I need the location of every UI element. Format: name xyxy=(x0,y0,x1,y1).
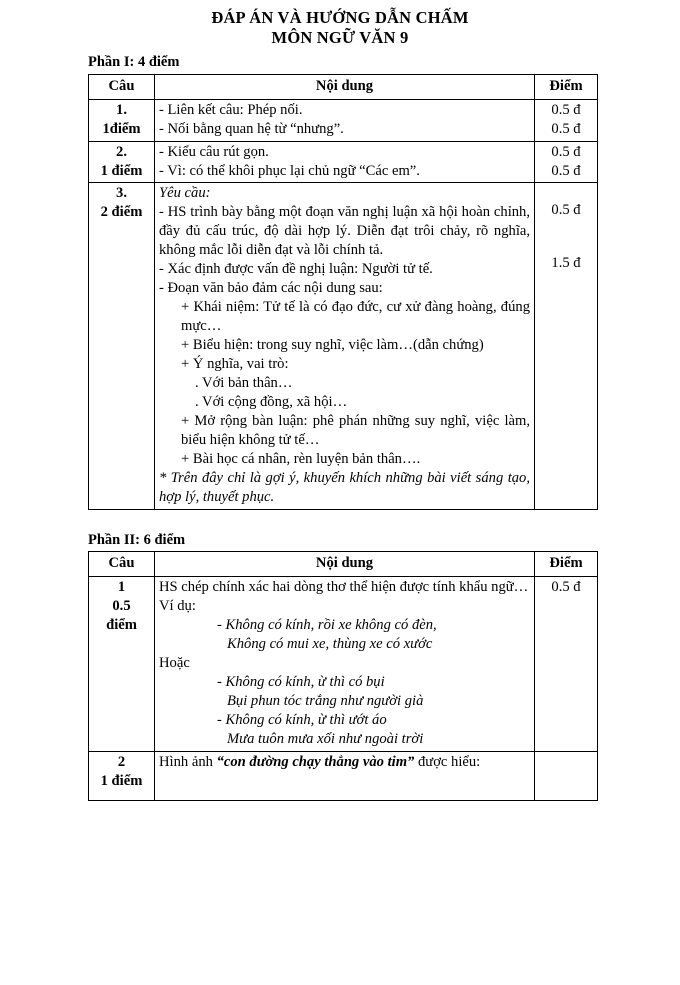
column-header-cau: Câu xyxy=(89,74,155,99)
cau-points: 2 điểm xyxy=(100,204,143,221)
column-header-noi-dung: Nội dung xyxy=(155,552,535,577)
content-line: - Vì: có thể khôi phục lại chủ ngữ “Các em”. xyxy=(159,162,420,179)
diem-spacer xyxy=(539,220,593,254)
content-prefix: Hình ảnh xyxy=(159,754,217,771)
cell-noi-dung xyxy=(155,99,535,141)
cau-points: 1 điểm xyxy=(100,773,143,789)
content-alternative-label: Hoặc xyxy=(159,655,190,672)
poem-line: Bụi phun tóc trắng như người già xyxy=(227,693,424,710)
cau-number: 1 xyxy=(117,579,126,596)
cell-cau xyxy=(89,141,155,183)
title-line-2: MÔN NGỮ VĂN 9 xyxy=(271,28,409,48)
cau-number: 2. xyxy=(116,143,127,160)
content-suffix: được hiểu: xyxy=(414,754,481,771)
document-title xyxy=(0,8,680,48)
cau-number: 3. xyxy=(116,185,127,202)
content-example-label: Ví dụ: xyxy=(159,598,196,615)
cell-noi-dung xyxy=(155,183,535,509)
table-row xyxy=(89,752,598,801)
content-bullet: + Biểu hiện: trong suy nghĩ, việc làm…(dẫn chứng) xyxy=(181,337,484,354)
content-paragraph: - Đoạn văn bảo đảm các nội dung sau: xyxy=(159,280,383,297)
cell-diem xyxy=(535,141,598,183)
cau-number: 2 xyxy=(117,754,126,771)
table-header-row xyxy=(89,74,598,99)
cell-diem xyxy=(535,99,598,141)
content-paragraph: - HS trình bày bằng một đoạn văn nghị luận xã hội hoàn chỉnh, đầy đủ cấu trúc, độ dài hợp lý. Diễn đạt trôi chảy, rõ nghĩa, không mắc lỗi diễn đạt và lỗi chính tả. xyxy=(159,204,530,259)
cell-noi-dung xyxy=(155,752,535,801)
diem-value: 0.5 đ xyxy=(551,579,581,596)
section-heading-part-1: Phần I: 4 điểm xyxy=(88,54,180,71)
table-row xyxy=(89,99,598,141)
cau-points: 1điểm xyxy=(102,120,141,137)
poem-line: - Không có kính, rồi xe không có đèn, xyxy=(217,617,437,634)
column-header-cau: Câu xyxy=(89,552,155,577)
diem-value: 0.5 đ xyxy=(551,143,581,160)
grading-table-part-1 xyxy=(88,74,598,510)
content-quote: “con đường chạy thẳng vào tim” xyxy=(216,754,415,771)
content-line: - Nối bằng quan hệ từ “nhưng”. xyxy=(159,120,344,137)
poem-line: - Không có kính, ừ thì có bụi xyxy=(217,674,385,691)
cell-cau xyxy=(89,183,155,509)
content-requirement-label: Yêu cầu: xyxy=(159,185,211,202)
column-header-diem: Điểm xyxy=(535,74,598,99)
content-subbullet: . Với bản thân… xyxy=(195,375,293,392)
section-heading-part-2: Phần II: 6 điểm xyxy=(88,531,186,548)
cell-noi-dung xyxy=(155,141,535,183)
poem-line: Không có mui xe, thùng xe có xước xyxy=(227,636,433,653)
cell-cau xyxy=(89,99,155,141)
cau-points-value: 0.5 xyxy=(112,598,131,615)
table-row xyxy=(89,141,598,183)
diem-value: 1.5 đ xyxy=(551,255,581,272)
diem-value: 0.5 đ xyxy=(551,202,581,219)
content-paragraph: HS chép chính xác hai dòng thơ thể hiện được tính khẩu ngữ… xyxy=(159,579,529,596)
diem-value: 0.5 đ xyxy=(551,120,581,137)
column-header-diem: Điểm xyxy=(535,552,598,577)
content-paragraph xyxy=(159,753,530,772)
diem-value: 0.5 đ xyxy=(551,162,581,179)
table-row xyxy=(89,577,598,752)
content-paragraph: - Xác định được vấn đề nghị luận: Người tử tế. xyxy=(159,261,433,278)
cau-points-unit: điểm xyxy=(106,617,137,634)
cell-cau xyxy=(89,752,155,801)
poem-line: - Không có kính, ừ thì ướt áo xyxy=(217,712,387,729)
content-bullet: + Khái niệm: Tử tế là có đạo đức, cư xử đàng hoàng, đúng mực… xyxy=(181,299,530,335)
title-line-1: ĐÁP ÁN VÀ HƯỚNG DẪN CHẤM xyxy=(211,8,469,27)
cau-number: 1. xyxy=(116,101,127,118)
cell-diem xyxy=(535,577,598,752)
cell-diem xyxy=(535,183,598,509)
content-line: - Kiểu câu rút gọn. xyxy=(159,143,269,160)
cau-points: 1 điểm xyxy=(100,162,143,179)
content-line: - Liên kết câu: Phép nối. xyxy=(159,101,303,118)
cell-cau xyxy=(89,577,155,752)
cell-diem xyxy=(535,752,598,801)
column-header-noi-dung: Nội dung xyxy=(155,74,535,99)
content-subbullet: . Với cộng đồng, xã hội… xyxy=(195,394,348,411)
table-header-row xyxy=(89,552,598,577)
grading-table-part-2 xyxy=(88,551,598,801)
cell-noi-dung xyxy=(155,577,535,752)
content-note: * Trên đây chỉ là gợi ý, khuyến khích những bài viết sáng tạo, hợp lý, thuyết phục. xyxy=(159,470,530,505)
content-bullet: + Mở rộng bàn luận: phê phán những suy nghĩ, việc làm, biểu hiện không tử tế… xyxy=(181,413,530,449)
diem-spacer xyxy=(539,184,593,201)
content-bullet: + Bài học cá nhân, rèn luyện bản thân…. xyxy=(181,451,421,468)
table-row xyxy=(89,183,598,509)
content-bullet: + Ý nghĩa, vai trò: xyxy=(181,356,289,373)
content-empty-space xyxy=(159,772,530,798)
diem-value: 0.5 đ xyxy=(551,101,581,118)
poem-line: Mưa tuôn mưa xối như ngoài trời xyxy=(227,731,424,748)
